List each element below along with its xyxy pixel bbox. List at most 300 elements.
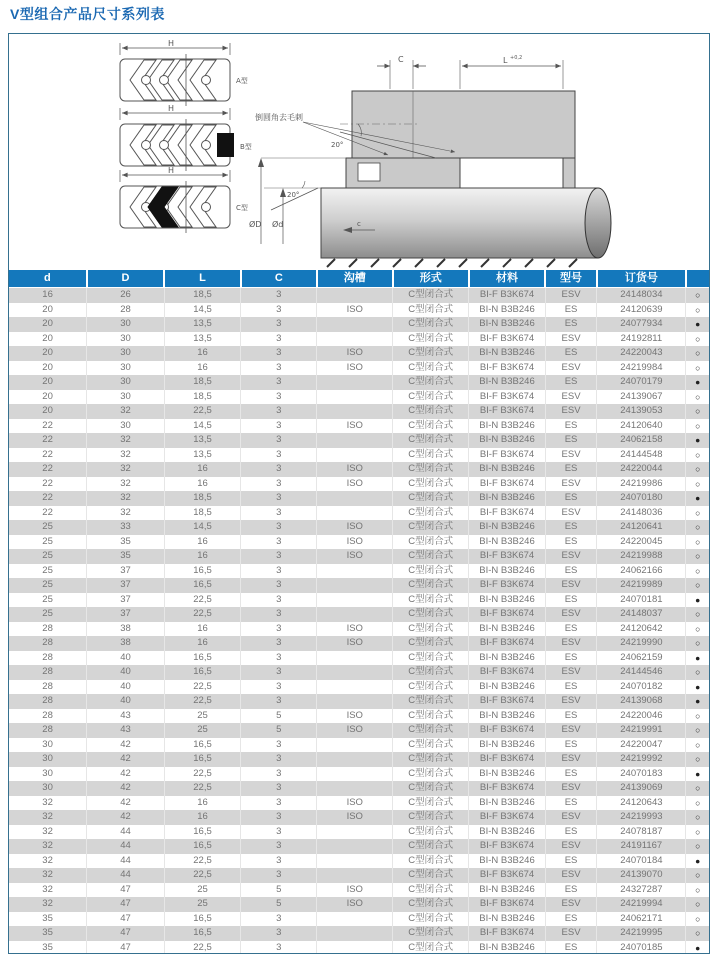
cell: ISO: [317, 636, 393, 651]
cell: 44: [87, 868, 165, 883]
cell: C型闭合式: [393, 883, 469, 898]
cell: C型闭合式: [393, 361, 469, 376]
content-box: [8, 33, 710, 954]
cell: ESV: [545, 506, 597, 521]
cell: 20: [9, 332, 87, 347]
cell: 25: [9, 520, 87, 535]
cell: 3: [241, 361, 317, 376]
cell: C型闭合式: [393, 868, 469, 883]
cell: C型闭合式: [393, 578, 469, 593]
cell: 16: [164, 346, 240, 361]
table-row: [9, 390, 709, 405]
table-row: [9, 796, 709, 811]
cell: 3: [241, 404, 317, 419]
cell: 28: [87, 303, 165, 318]
cell: 24070180: [597, 491, 686, 506]
column-header-5: 沟槽: [317, 270, 393, 288]
cell: 32: [9, 883, 87, 898]
cell: BI-F B3K674: [469, 752, 545, 767]
availability-dot: ●: [695, 652, 701, 663]
cell: 3: [241, 680, 317, 695]
cell: [317, 390, 393, 405]
cell: 20: [9, 404, 87, 419]
cell: C型闭合式: [393, 839, 469, 854]
cell: 42: [87, 796, 165, 811]
cell: C型闭合式: [393, 680, 469, 695]
cell: 3: [241, 448, 317, 463]
table-row: [9, 825, 709, 840]
cell: 22,5: [164, 680, 240, 695]
cell: 24219991: [597, 723, 686, 738]
cell: 47: [87, 897, 165, 912]
cell: 24191167: [597, 839, 686, 854]
cell: 24077934: [597, 317, 686, 332]
availability-dot: ●: [695, 681, 701, 692]
cell: BI-N B3B246: [469, 593, 545, 608]
availability-dot: ○: [695, 928, 701, 938]
cell: BI-F B3K674: [469, 404, 545, 419]
column-header-9: 订货号: [597, 270, 686, 288]
cell: ISO: [317, 346, 393, 361]
cell: ES: [545, 564, 597, 579]
cell: BI-N B3B246: [469, 535, 545, 550]
table-row: [9, 781, 709, 796]
cell: 3: [241, 520, 317, 535]
cell: ESV: [545, 607, 597, 622]
cell: BI-F B3K674: [469, 723, 545, 738]
cell: 42: [87, 767, 165, 782]
availability-dot: ●: [695, 377, 701, 387]
cell: 25: [164, 883, 240, 898]
cell: 3: [241, 375, 317, 390]
cell: 24062171: [597, 912, 686, 927]
cell: 24219992: [597, 752, 686, 767]
availability-dot: ○: [695, 449, 701, 460]
cell: C型闭合式: [393, 854, 469, 869]
table-row: [9, 578, 709, 593]
cell: ES: [545, 462, 597, 477]
cell: C型闭合式: [393, 564, 469, 579]
cell: 25: [9, 564, 87, 579]
cell: ES: [545, 520, 597, 535]
cell: 24148037: [597, 607, 686, 622]
availability-dot: ●: [695, 493, 701, 503]
cell: [317, 607, 393, 622]
cell: BI-N B3B246: [469, 796, 545, 811]
cell: 24070179: [597, 375, 686, 390]
cell: [317, 578, 393, 593]
cell: ESV: [545, 448, 597, 463]
table-row: [9, 636, 709, 651]
cell: 24139067: [597, 390, 686, 405]
cell: C型闭合式: [393, 709, 469, 724]
cell: BI-N B3B246: [469, 303, 545, 318]
cell: ESV: [545, 390, 597, 405]
column-header-7: 材料: [469, 270, 545, 288]
cell: BI-N B3B246: [469, 767, 545, 782]
cell: BI-F B3K674: [469, 361, 545, 376]
cell: BI-N B3B246: [469, 433, 545, 448]
table-row: [9, 665, 709, 680]
cell: ISO: [317, 549, 393, 564]
availability-dot: ○: [695, 797, 701, 808]
cell: 30: [9, 767, 87, 782]
cell: [317, 752, 393, 767]
cell: BI-N B3B246: [469, 825, 545, 840]
cell: BI-F B3K674: [469, 506, 545, 521]
availability-dot: ○: [695, 899, 701, 909]
table-row: [9, 506, 709, 521]
cell: 16,5: [164, 578, 240, 593]
cell: 25: [164, 709, 240, 724]
availability-dot: ○: [695, 478, 701, 489]
cell: 18,5: [164, 390, 240, 405]
cell: 47: [87, 912, 165, 927]
cell: BI-N B3B246: [469, 419, 545, 434]
h-dim-label-b: H: [167, 104, 175, 113]
cell: 32: [87, 462, 165, 477]
cell: [317, 317, 393, 332]
cell: C型闭合式: [393, 419, 469, 434]
cell: BI-N B3B246: [469, 346, 545, 361]
cell: BI-N B3B246: [469, 941, 545, 955]
cell: 22,5: [164, 854, 240, 869]
table-row: [9, 288, 709, 303]
cell: 22,5: [164, 593, 240, 608]
cell: C型闭合式: [393, 941, 469, 955]
table-row: [9, 912, 709, 927]
cell: 24070183: [597, 767, 686, 782]
cell: 16,5: [164, 665, 240, 680]
cell: 24327287: [597, 883, 686, 898]
cell: 16,5: [164, 912, 240, 927]
cell: 32: [9, 868, 87, 883]
availability-dot: ○: [695, 812, 701, 822]
cell: 22,5: [164, 694, 240, 709]
availability-dot: ○: [695, 420, 701, 431]
cell: 3: [241, 665, 317, 680]
cell: 35: [9, 941, 87, 955]
cell: 30: [87, 346, 165, 361]
cell: ES: [545, 825, 597, 840]
column-header-4: C: [241, 270, 317, 288]
cell: [317, 491, 393, 506]
cell: BI-F B3K674: [469, 332, 545, 347]
cell: 16,5: [164, 926, 240, 941]
dia-d-label: Ød: [272, 220, 284, 229]
cell: 26: [87, 288, 165, 303]
availability-dot: ○: [695, 667, 701, 677]
table-row: [9, 303, 709, 318]
cell: C型闭合式: [393, 622, 469, 637]
cell: 24070184: [597, 854, 686, 869]
cell: BI-N B3B246: [469, 375, 545, 390]
cell: C型闭合式: [393, 926, 469, 941]
cell: 3: [241, 912, 317, 927]
cell: BI-F B3K674: [469, 636, 545, 651]
h-dim-label-c: H: [167, 166, 175, 175]
cell: ISO: [317, 361, 393, 376]
column-header-8: 型号: [545, 270, 597, 288]
availability-dot: ○: [695, 464, 701, 474]
availability-dot: ○: [695, 348, 701, 358]
cell: 3: [241, 549, 317, 564]
cell: ES: [545, 593, 597, 608]
availability-dot: ○: [695, 333, 701, 344]
cell: 3: [241, 506, 317, 521]
cell: 22: [9, 491, 87, 506]
cell: 20: [9, 303, 87, 318]
cell: ESV: [545, 332, 597, 347]
cell: ES: [545, 375, 597, 390]
cell: [317, 767, 393, 782]
cell: 3: [241, 636, 317, 651]
cell: 3: [241, 839, 317, 854]
cell: 3: [241, 941, 317, 955]
cell: 24120641: [597, 520, 686, 535]
cell: 22,5: [164, 607, 240, 622]
cell: ESV: [545, 781, 597, 796]
table-row: [9, 767, 709, 782]
cell: 44: [87, 839, 165, 854]
availability-dot: ○: [695, 913, 701, 924]
cell: 24219995: [597, 926, 686, 941]
cell: BI-N B3B246: [469, 564, 545, 579]
cell: BI-N B3B246: [469, 317, 545, 332]
availability-dot: ○: [695, 391, 701, 402]
table-row: [9, 622, 709, 637]
table-header-row: [9, 270, 709, 288]
cell: ISO: [317, 723, 393, 738]
cell: 24062166: [597, 564, 686, 579]
cell: [317, 781, 393, 796]
angle-lower-label: 20°: [287, 191, 300, 199]
cell: 18,5: [164, 288, 240, 303]
table-row: [9, 593, 709, 608]
table-row: [9, 419, 709, 434]
cell: 3: [241, 332, 317, 347]
cell: 16: [164, 462, 240, 477]
cell: ESV: [545, 897, 597, 912]
availability-dot: ○: [695, 710, 701, 721]
cell: 16: [164, 361, 240, 376]
cell: 3: [241, 564, 317, 579]
cell: BI-F B3K674: [469, 549, 545, 564]
cell: 40: [87, 694, 165, 709]
table-row: [9, 752, 709, 767]
table-row: [9, 651, 709, 666]
cell: ESV: [545, 361, 597, 376]
cell: 24062159: [597, 651, 686, 666]
cell: 22,5: [164, 941, 240, 955]
cell: 44: [87, 825, 165, 840]
cell: 42: [87, 810, 165, 825]
cell: BI-F B3K674: [469, 288, 545, 303]
cell: C型闭合式: [393, 433, 469, 448]
cell: ESV: [545, 477, 597, 492]
cell: BI-N B3B246: [469, 622, 545, 637]
cell: C型闭合式: [393, 694, 469, 709]
cell: BI-F B3K674: [469, 810, 545, 825]
type-a-label: A型: [236, 77, 248, 85]
cell: 24219994: [597, 897, 686, 912]
cell: 47: [87, 926, 165, 941]
cell: ES: [545, 709, 597, 724]
cell: ESV: [545, 549, 597, 564]
cell: 24078187: [597, 825, 686, 840]
cell: 22,5: [164, 404, 240, 419]
availability-dot: ○: [695, 536, 701, 547]
cell: 25: [164, 723, 240, 738]
cell: ISO: [317, 462, 393, 477]
cell: [317, 448, 393, 463]
availability-dot: ○: [695, 638, 701, 648]
cell: C型闭合式: [393, 332, 469, 347]
cell: 18,5: [164, 375, 240, 390]
cell: ES: [545, 622, 597, 637]
table-row: [9, 883, 709, 898]
cell: 14,5: [164, 520, 240, 535]
cell: 3: [241, 535, 317, 550]
cell: 47: [87, 941, 165, 955]
cell: 40: [87, 680, 165, 695]
cell: C型闭合式: [393, 723, 469, 738]
cell: 3: [241, 303, 317, 318]
cell: 16,5: [164, 564, 240, 579]
cell: [317, 651, 393, 666]
cell: ESV: [545, 665, 597, 680]
cell: 28: [9, 665, 87, 680]
cell: 5: [241, 709, 317, 724]
cell: ES: [545, 535, 597, 550]
cell: 38: [87, 622, 165, 637]
cell: [317, 506, 393, 521]
cell: 32: [87, 506, 165, 521]
cell: [317, 825, 393, 840]
availability-dot: ●: [695, 435, 701, 445]
availability-dot: ○: [695, 304, 701, 315]
cell: ISO: [317, 709, 393, 724]
cell: 30: [87, 332, 165, 347]
cell: 40: [87, 665, 165, 680]
cell: 24144548: [597, 448, 686, 463]
cell: 24139053: [597, 404, 686, 419]
cell: 30: [87, 361, 165, 376]
cell: 24120640: [597, 419, 686, 434]
cell: ES: [545, 796, 597, 811]
cell: 3: [241, 390, 317, 405]
cell: ES: [545, 738, 597, 753]
cell: C型闭合式: [393, 651, 469, 666]
cell: BI-F B3K674: [469, 897, 545, 912]
availability-dot: ○: [695, 290, 701, 300]
cell: 25: [164, 897, 240, 912]
cell: 3: [241, 433, 317, 448]
deburr-label: 倒圆角去毛刺: [255, 113, 303, 122]
cell: 3: [241, 491, 317, 506]
cell: 22: [9, 419, 87, 434]
cell: 24120642: [597, 622, 686, 637]
cell: C型闭合式: [393, 912, 469, 927]
cell: C型闭合式: [393, 535, 469, 550]
cell: 32: [9, 839, 87, 854]
availability-dot: ○: [695, 406, 701, 416]
cell: BI-N B3B246: [469, 912, 545, 927]
cell: BI-F B3K674: [469, 868, 545, 883]
cell: C型闭合式: [393, 462, 469, 477]
h-dim-label-a: H: [167, 39, 175, 48]
cell: [317, 868, 393, 883]
cell: 42: [87, 781, 165, 796]
cell: 24219986: [597, 477, 686, 492]
cell: ES: [545, 651, 597, 666]
cell: [317, 926, 393, 941]
cell: 5: [241, 883, 317, 898]
cell: [317, 941, 393, 955]
cell: 16: [164, 636, 240, 651]
cell: 3: [241, 767, 317, 782]
cell: 47: [87, 883, 165, 898]
cell: 3: [241, 694, 317, 709]
cell: C型闭合式: [393, 897, 469, 912]
availability-dot: ○: [695, 725, 701, 735]
cell: 3: [241, 781, 317, 796]
cell: 22,5: [164, 868, 240, 883]
cell: ES: [545, 680, 597, 695]
cell: C型闭合式: [393, 477, 469, 492]
table-row: [9, 549, 709, 564]
cell: ISO: [317, 535, 393, 550]
availability-dot: ○: [695, 580, 701, 590]
cell: 35: [9, 912, 87, 927]
cell: 16: [164, 810, 240, 825]
cell: 18,5: [164, 506, 240, 521]
cell: 3: [241, 926, 317, 941]
page-title: V型组合产品尺寸系列表: [10, 6, 165, 22]
cell: 24219989: [597, 578, 686, 593]
column-header-10: [686, 270, 709, 288]
cell: ESV: [545, 288, 597, 303]
dim-l-tolerance-label: +0,2: [510, 55, 523, 61]
cell: 3: [241, 346, 317, 361]
cell: ISO: [317, 419, 393, 434]
availability-dot: ○: [695, 739, 701, 750]
angle-upper-label: 20°: [331, 141, 344, 149]
table-row: [9, 520, 709, 535]
cell: 30: [87, 390, 165, 405]
availability-dot: ○: [695, 783, 701, 793]
cell: C型闭合式: [393, 506, 469, 521]
availability-dot: ●: [695, 696, 701, 706]
cell: C型闭合式: [393, 593, 469, 608]
stack-b: [120, 104, 252, 171]
availability-dot: ○: [695, 565, 701, 576]
cell: ES: [545, 346, 597, 361]
cell: 22: [9, 477, 87, 492]
cell: [317, 912, 393, 927]
cell: 13,5: [164, 448, 240, 463]
cell: 44: [87, 854, 165, 869]
cell: [317, 680, 393, 695]
cell: C型闭合式: [393, 404, 469, 419]
cell: BI-N B3B246: [469, 854, 545, 869]
cell: 32: [87, 491, 165, 506]
type-b-label: B型: [240, 143, 252, 151]
cell: [317, 665, 393, 680]
cell: 32: [9, 796, 87, 811]
cell: 20: [9, 317, 87, 332]
cell: 32: [87, 433, 165, 448]
